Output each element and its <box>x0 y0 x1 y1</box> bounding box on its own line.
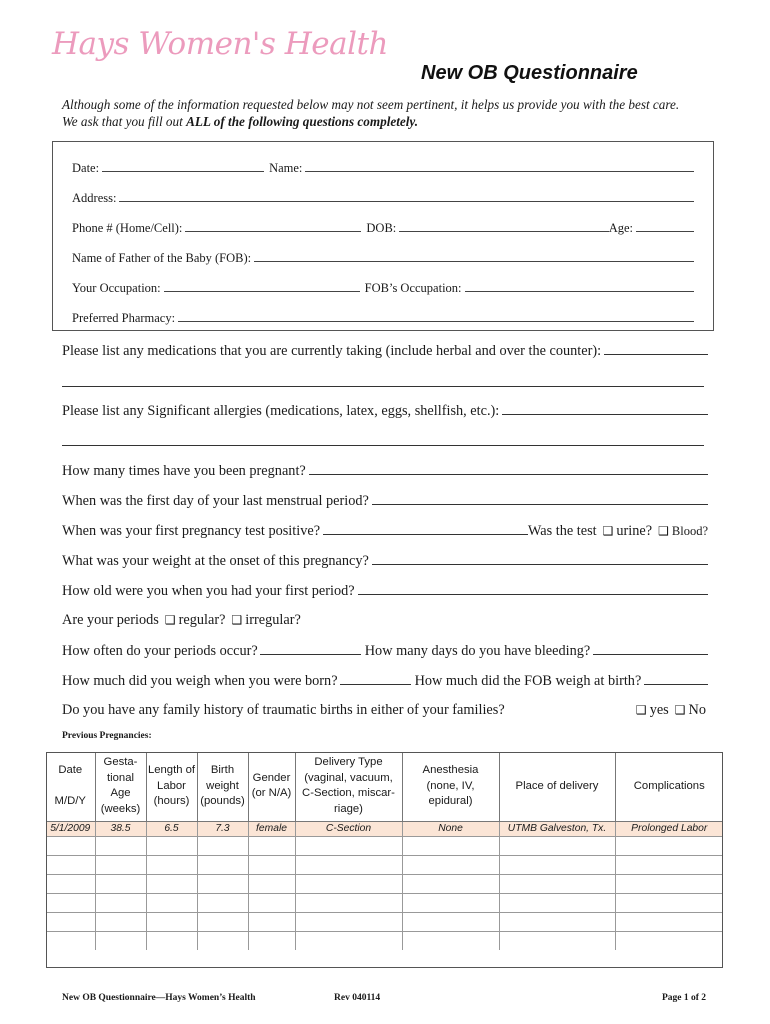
cell-delivery-type[interactable] <box>295 893 402 912</box>
table-row <box>46 912 723 931</box>
bleeding-days-field[interactable] <box>593 642 708 655</box>
table-row <box>46 855 723 874</box>
cell-date[interactable] <box>46 893 95 912</box>
cell-labor-length[interactable] <box>146 836 197 855</box>
cell-labor-length[interactable] <box>146 893 197 912</box>
cell-gestational-age[interactable] <box>95 893 146 912</box>
address-label: Address: <box>72 191 117 205</box>
irregular-option[interactable] <box>225 612 300 629</box>
checkbox-icon[interactable]: ❑ <box>602 524 614 538</box>
first-test-field[interactable] <box>323 522 528 535</box>
cell-anesthesia[interactable] <box>402 874 499 893</box>
name-label: Name: <box>269 161 303 175</box>
cell-delivery-type[interactable] <box>295 836 402 855</box>
cell-delivery-type[interactable] <box>295 874 402 893</box>
cell-place-of-delivery[interactable] <box>499 855 615 874</box>
cell-gestational-age[interactable] <box>95 836 146 855</box>
blood-label: Blood? <box>671 524 708 538</box>
allergies-continuation-field[interactable] <box>62 445 704 446</box>
cell-gestational-age[interactable] <box>95 912 146 931</box>
cell-labor-length[interactable] <box>146 931 197 950</box>
table-row <box>46 836 723 855</box>
cell-delivery-type[interactable]: C-Section <box>295 821 402 836</box>
cell-birth-weight[interactable] <box>197 931 248 950</box>
occupation-label: Your Occupation: <box>72 281 161 295</box>
cell-birth-weight[interactable] <box>197 912 248 931</box>
birth-weight-field[interactable] <box>340 672 411 685</box>
cell-place-of-delivery[interactable] <box>499 931 615 950</box>
cell-gender[interactable] <box>248 836 295 855</box>
allergies-question: Please list any Significant allergies (medications, latex, eggs, shellfish, etc.): <box>62 403 500 419</box>
cell-complications[interactable] <box>615 912 723 931</box>
pregnancy-count-field[interactable] <box>309 462 708 475</box>
yes-label: yes <box>649 702 669 718</box>
first-period-field[interactable] <box>358 582 708 595</box>
intro-line-2-text: We ask that you fill out <box>62 114 187 129</box>
irregular-label: irregular? <box>245 612 301 628</box>
patient-info-box <box>52 141 714 331</box>
regular-option[interactable] <box>159 612 226 629</box>
age-field[interactable] <box>636 221 694 232</box>
table-row <box>46 931 723 950</box>
period-frequency-question: How often do your periods occur? <box>62 643 258 659</box>
allergies-field[interactable] <box>502 402 708 415</box>
occupation-field[interactable] <box>164 281 360 292</box>
birth-weight-question: How much did you weigh when you were born? <box>62 673 338 689</box>
urine-label: urine? <box>616 523 653 539</box>
cell-date[interactable] <box>46 874 95 893</box>
medications-field[interactable] <box>604 342 708 355</box>
cell-birth-weight[interactable]: 7.3 <box>197 821 248 836</box>
medications-continuation-field[interactable] <box>62 386 704 387</box>
cell-complications[interactable] <box>615 893 723 912</box>
age-label: Age: <box>608 221 633 235</box>
date-field[interactable] <box>102 161 264 172</box>
cell-date[interactable]: 5/1/2009 <box>46 821 95 836</box>
cell-place-of-delivery[interactable] <box>499 912 615 931</box>
cell-gender[interactable] <box>248 912 295 931</box>
checkbox-icon[interactable]: ❑ <box>674 703 686 717</box>
cell-complications[interactable]: Prolonged Labor <box>615 821 723 836</box>
period-frequency-field[interactable] <box>260 642 361 655</box>
weight-onset-field[interactable] <box>372 552 708 565</box>
header-gender: Gender (or N/A) <box>248 752 295 821</box>
intro-line-2 <box>62 114 732 130</box>
address-field[interactable] <box>119 191 694 202</box>
cell-birth-weight[interactable] <box>197 836 248 855</box>
first-period-question: How old were you when you had your first period? <box>62 583 355 599</box>
cell-date[interactable] <box>46 855 95 874</box>
dob-label: DOB: <box>366 221 397 235</box>
date-label: Date: <box>72 161 100 175</box>
no-option[interactable] <box>669 702 706 719</box>
cell-anesthesia[interactable] <box>402 931 499 950</box>
fob-birth-weight-field[interactable] <box>644 672 708 685</box>
header-birth-weight: Birth weight (pounds) <box>197 752 248 821</box>
footer-document-name: New OB Questionnaire—Hays Women’s Health <box>62 993 256 1003</box>
header-complications: Complications <box>615 752 723 821</box>
cell-gender[interactable] <box>248 874 295 893</box>
cell-anesthesia[interactable] <box>402 855 499 874</box>
cell-gestational-age[interactable]: 38.5 <box>95 821 146 836</box>
pharmacy-label: Preferred Pharmacy: <box>72 311 176 325</box>
cell-complications[interactable] <box>615 836 723 855</box>
cell-birth-weight[interactable] <box>197 855 248 874</box>
cell-complications[interactable] <box>615 874 723 893</box>
header-labor-length: Length of Labor (hours) <box>146 752 197 821</box>
test-type-label: Was the test <box>527 523 597 539</box>
cell-gestational-age[interactable] <box>95 855 146 874</box>
cell-date[interactable] <box>46 912 95 931</box>
fob-birth-weight-question: How much did the FOB weigh at birth? <box>414 673 642 689</box>
name-field[interactable] <box>305 161 694 172</box>
header-place-of-delivery: Place of delivery <box>499 752 615 821</box>
dob-field[interactable] <box>399 221 608 232</box>
header-gestational-age: Gesta- tional Age (weeks) <box>95 752 146 821</box>
yes-option[interactable] <box>630 702 669 719</box>
family-history-question: Do you have any family history of traumatic births in either of your families? <box>62 702 505 718</box>
cell-birth-weight[interactable] <box>197 893 248 912</box>
cell-date[interactable] <box>46 931 95 950</box>
table-row <box>46 893 723 912</box>
urine-option[interactable] <box>597 523 653 540</box>
cell-place-of-delivery[interactable]: UTMB Galveston, Tx. <box>499 821 615 836</box>
first-test-question: When was your first pregnancy test positive? <box>62 523 321 539</box>
checkbox-icon[interactable]: ❑ <box>231 613 243 627</box>
footer-page-number: Page 1 of 2 <box>662 993 707 1003</box>
cell-birth-weight[interactable] <box>197 874 248 893</box>
phone-label: Phone # (Home/Cell): <box>72 221 183 235</box>
cell-gender[interactable]: female <box>248 821 295 836</box>
table-header-row <box>46 752 723 821</box>
regular-label: regular? <box>178 612 226 628</box>
cell-place-of-delivery[interactable] <box>499 836 615 855</box>
cell-anesthesia[interactable]: None <box>402 821 499 836</box>
table-row <box>46 821 723 836</box>
lmp-field[interactable] <box>372 492 708 505</box>
bleeding-days-question: How many days do you have bleeding? <box>364 643 591 659</box>
fob-occupation-label: FOB’s Occupation: <box>364 281 462 295</box>
previous-pregnancies-label: Previous Pregnancies: <box>62 731 152 741</box>
header-delivery-type: Delivery Type (vaginal, vacuum, C-Section, miscar- riage) <box>295 752 402 821</box>
phone-field[interactable] <box>185 221 361 232</box>
cell-gender[interactable] <box>248 855 295 874</box>
intro-line-2-emphasis: ALL of the following questions completely. <box>186 114 419 129</box>
periods-question: Are your periods <box>62 612 159 628</box>
checkbox-icon[interactable]: ❑ <box>164 613 176 627</box>
header-anesthesia: Anesthesia (none, IV, epidural) <box>402 752 499 821</box>
cell-labor-length[interactable]: 6.5 <box>146 821 197 836</box>
cell-labor-length[interactable] <box>146 912 197 931</box>
cell-date[interactable] <box>46 836 95 855</box>
fob-occupation-field[interactable] <box>465 281 694 292</box>
previous-pregnancies-table <box>46 752 723 950</box>
cell-gender[interactable] <box>248 931 295 950</box>
cell-anesthesia[interactable] <box>402 893 499 912</box>
footer-revision: Rev 040114 <box>334 993 381 1003</box>
medications-question: Please list any medications that you are currently taking (include herbal and over the counter): <box>62 343 602 359</box>
cell-gestational-age[interactable] <box>95 874 146 893</box>
fob-name-field[interactable] <box>254 251 694 262</box>
checkbox-icon[interactable]: ❑ <box>635 703 647 717</box>
cell-gestational-age[interactable] <box>95 931 146 950</box>
blood-option[interactable] <box>652 523 708 540</box>
pharmacy-field[interactable] <box>178 311 694 322</box>
cell-delivery-type[interactable] <box>295 912 402 931</box>
fob-name-label: Name of Father of the Baby (FOB): <box>72 251 252 265</box>
cell-anesthesia[interactable] <box>402 912 499 931</box>
intro-line-1: Although some of the information requested below may not seem pertinent, it helps us provide you with the best care. <box>62 97 680 112</box>
cell-labor-length[interactable] <box>146 855 197 874</box>
cell-delivery-type[interactable] <box>295 855 402 874</box>
cell-anesthesia[interactable] <box>402 836 499 855</box>
table-row <box>46 874 723 893</box>
header-date: Date M/D/Y <box>46 752 95 821</box>
pregnancy-count-question: How many times have you been pregnant? <box>62 463 306 479</box>
practice-logo: Hays Women's Health <box>52 26 388 62</box>
weight-onset-question: What was your weight at the onset of this pregnancy? <box>62 553 369 569</box>
cell-labor-length[interactable] <box>146 874 197 893</box>
cell-place-of-delivery[interactable] <box>499 893 615 912</box>
cell-gender[interactable] <box>248 893 295 912</box>
cell-complications[interactable] <box>615 855 723 874</box>
no-label: No <box>688 702 706 718</box>
cell-complications[interactable] <box>615 931 723 950</box>
lmp-question: When was the first day of your last menstrual period? <box>62 493 369 509</box>
cell-delivery-type[interactable] <box>295 931 402 950</box>
cell-place-of-delivery[interactable] <box>499 874 615 893</box>
checkbox-icon[interactable]: ❑ <box>658 524 669 538</box>
form-title: New OB Questionnaire <box>421 62 638 84</box>
